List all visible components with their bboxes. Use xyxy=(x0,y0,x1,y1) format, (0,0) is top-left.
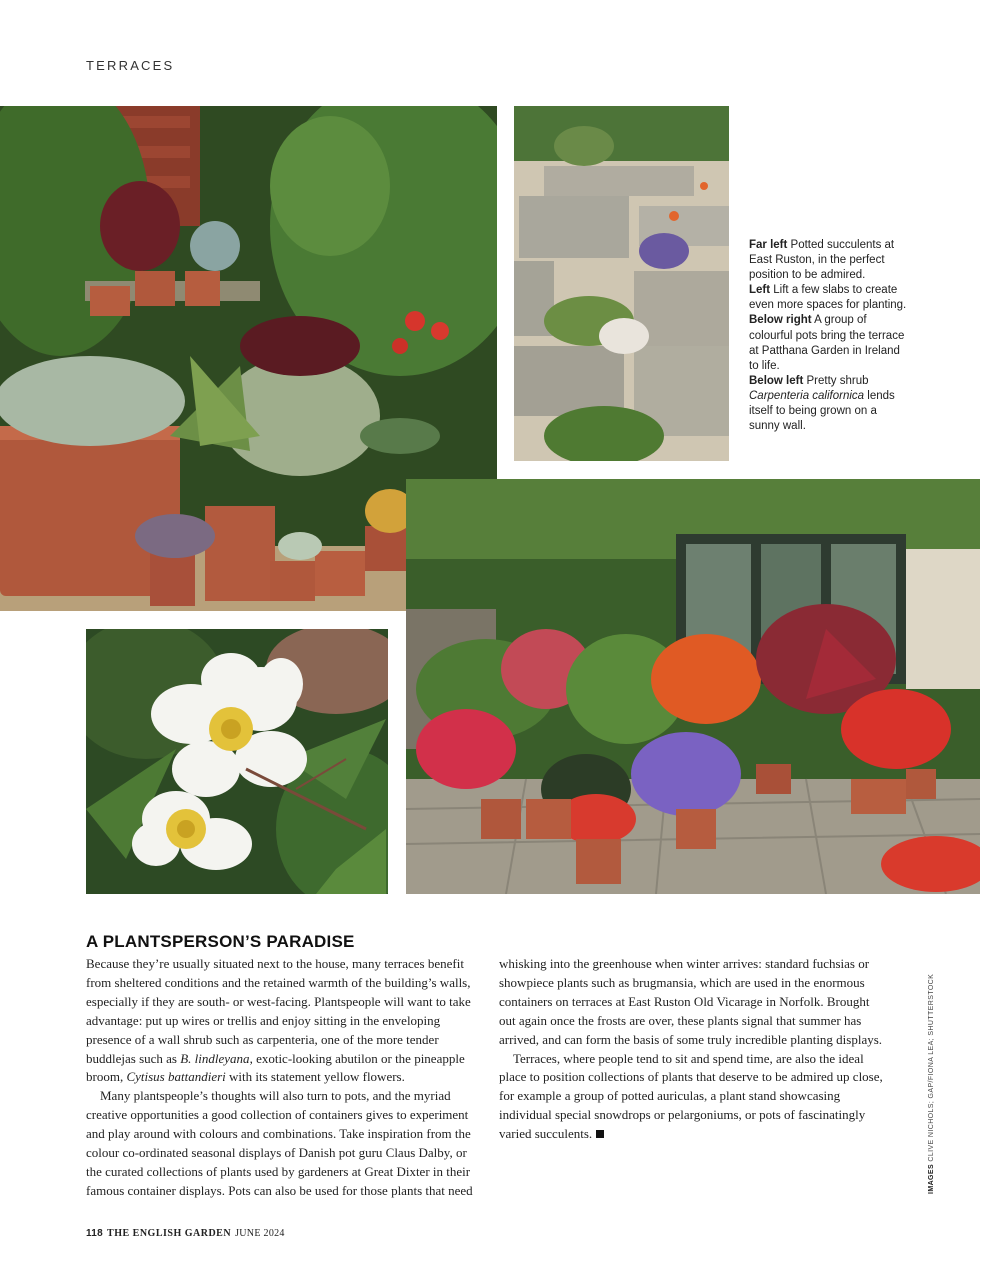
species-buddleja: B. lindleyana xyxy=(180,1050,250,1066)
image-credit-text: CLIVE NICHOLS; GAP/FIONA LEA; SHUTTERSTOCK xyxy=(928,973,935,1164)
photo-captions xyxy=(749,238,909,434)
paragraph-1 xyxy=(86,955,476,1087)
end-of-article-mark xyxy=(596,1130,604,1138)
caption-label-below-right: Below right xyxy=(749,314,812,327)
caption-text-below-right: A group of colourful pots bring the terrace at Patthana Garden in Ireland to life. xyxy=(749,314,905,372)
section-tag: TERRACES xyxy=(86,58,175,73)
image-credit-label: IMAGES xyxy=(928,1163,935,1194)
image-credit xyxy=(928,974,935,1194)
issue-date: JUNE 2024 xyxy=(235,1228,285,1239)
article-column-2 xyxy=(499,955,889,1201)
caption-text-left: Lift a few slabs to create even more spaces for planting. xyxy=(749,284,907,312)
caption-label-below-left: Below left xyxy=(749,374,804,387)
column-2-flow xyxy=(499,955,889,1144)
paragraph-2: Many plantspeople’s thoughts will also turn to pots, and the myriad creative opportunities a good collection of containers gives to experiment and play around with colours and combinations. Take inspiration from the colour co-ordinated seasonal displays of Danish pot guru Claus Dalby, or the curated collections of plants used by gardeners at Great Dixter in their famous container displays. Pots can also be used for those plants that need xyxy=(86,1088,473,1198)
caption-label-left: Left xyxy=(749,284,771,297)
page-number: 118 xyxy=(86,1228,104,1239)
caption-text-below-left-a: Pretty shrub xyxy=(803,374,869,387)
article-headline: A PLANTSPERSON’S PARADISE xyxy=(86,932,355,951)
paragraph-1-text-b: , exotic-looking abutilon or the pineapple broom, xyxy=(86,1050,465,1085)
photo-lifted-slabs xyxy=(514,106,729,461)
photo-carpenteria-flowers xyxy=(86,629,388,894)
photo-colourful-pots-terrace xyxy=(406,479,980,894)
paragraph-1-text-c: with its statement yellow flowers. xyxy=(225,1069,405,1085)
species-cytisus: Cytisus battandieri xyxy=(126,1069,226,1085)
caption-text-below-left-b: lends itself to being grown on a sunny wall. xyxy=(749,389,895,433)
paragraph-1-text-a: Because they’re usually situated next to the house, many terraces benefit from sheltered conditions and the retained warmth of the building’s walls, especially if they are south- or west-facing. Plantspeople will want to take advantage: put up wires or trellis and enjoy sitting in the enveloping presence of a wall shrub such as carpenteria, one of the more tender buddlejas such as xyxy=(86,956,471,1066)
caption-species-name: Carpenteria californica xyxy=(749,389,865,402)
magazine-name: THE ENGLISH GARDEN xyxy=(107,1228,232,1239)
paragraph-2-continued: whisking into the greenhouse when winter arrives: standard fuchsias or showpiece plants such as brugmansia, which are used in the enormous containers on terraces at East Ruston Old Vicarage in Norfolk. Brought out again once the frosts are over, these plants signal that summer has arrived, and can form the basis of some truly incredible planting displays. xyxy=(499,956,883,1047)
article-column-1 xyxy=(86,955,476,1201)
caption-text-far-left: Potted succulents at East Ruston, in the perfect position to be admired. xyxy=(749,239,895,282)
page-footer xyxy=(86,1228,285,1239)
caption-label-far-left: Far left xyxy=(749,239,788,251)
paragraph-3: Terraces, where people tend to sit and spend time, are also the ideal place to position collections of plants that deserve to be admired up close, for example a group of potted auriculas, a plant stand showcasing individual special snowdrops or pelargoniums, or pots of fascinatingly varied succulents. xyxy=(499,1050,883,1142)
